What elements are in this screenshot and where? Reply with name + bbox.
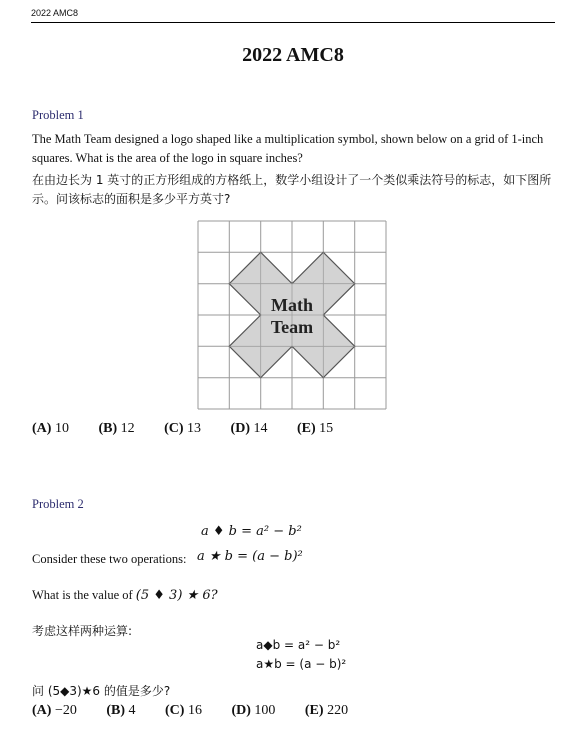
operation-diamond: a ♦ b = a² − b² xyxy=(201,524,302,539)
question-en-prefix: What is the value of xyxy=(32,588,133,602)
problem-1-choices xyxy=(32,421,359,437)
problem-1-label: Problem 1 xyxy=(32,108,84,122)
question-cn: 问 (5◆3)★6 的值是多少? xyxy=(32,684,171,698)
logo-text-math: Math xyxy=(271,295,313,315)
choice-d: (D) 14 xyxy=(230,421,268,436)
question-en-expression: (5 ♦ 3) ★ 6? xyxy=(135,588,218,603)
problem-2-label: Problem 2 xyxy=(32,497,84,511)
choice-b: (B) 12 xyxy=(98,421,135,436)
problem-1-text-cn: 在由边长为 1 英寸的正方形组成的方格纸上，数学小组设计了一个类似乘法符号的标志，如下图所示。问该标志的面积是多少平方英寸? xyxy=(32,173,552,206)
running-header: 2022 AMC8 xyxy=(31,6,555,23)
choice-b: (B) 4 xyxy=(106,703,136,718)
logo-text-team: Team xyxy=(270,317,314,337)
question-en xyxy=(32,588,218,603)
consider-text-cn: 考虑这样两种运算: xyxy=(32,624,133,638)
consider-text-en: Consider these two operations: xyxy=(32,552,187,566)
choice-a: (A) 10 xyxy=(32,421,69,436)
page-title: 2022 AMC8 xyxy=(242,44,344,66)
choice-c: (C) 16 xyxy=(165,703,202,718)
choice-d: (D) 100 xyxy=(231,703,276,718)
choice-e: (E) 15 xyxy=(296,421,334,436)
choice-a: (A) −20 xyxy=(32,703,77,718)
operation-star-cn: a★b = (a − b)² xyxy=(256,657,347,671)
problem-2-choices xyxy=(32,703,374,719)
logo-grid-figure xyxy=(197,220,389,411)
problem-1-text-en: The Math Team designed a logo shaped like a multiplication symbol, shown below on a grid of 1-inch squares. What is the area of the logo in square inches? xyxy=(32,132,544,165)
operation-star: a ★ b = (a − b)² xyxy=(197,549,303,564)
choice-e: (E) 220 xyxy=(304,703,349,718)
choice-c: (C) 13 xyxy=(164,421,202,436)
operation-diamond-cn: a◆b = a² − b² xyxy=(256,638,341,652)
